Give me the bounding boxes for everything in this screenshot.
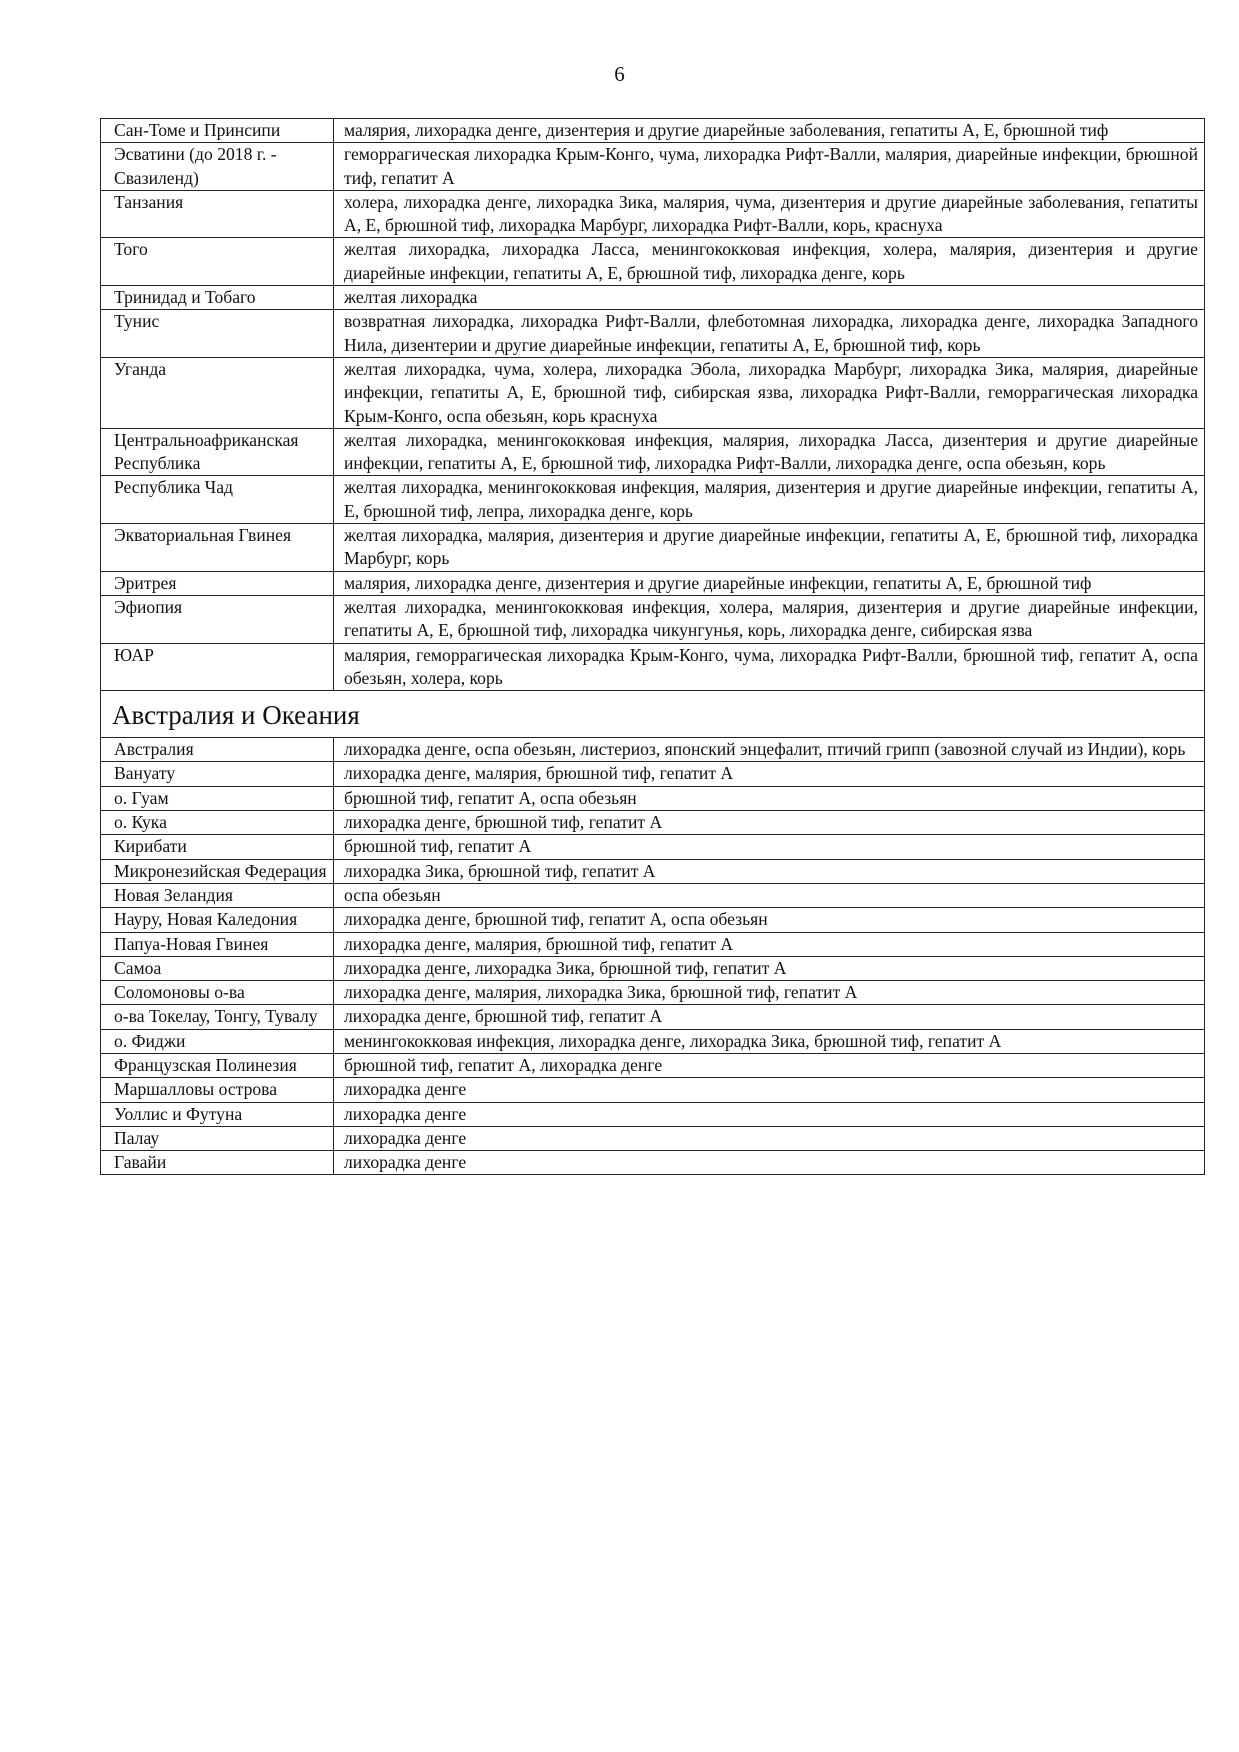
- diseases-cell: малярия, геморрагическая лихорадка Крым-Конго, чума, лихорадка Рифт-Валли, брюшной тиф, гепатит А, оспа обезьян, холера, корь: [334, 643, 1205, 691]
- country-cell: Французская Полинезия: [101, 1053, 334, 1077]
- country-cell: Самоа: [101, 956, 334, 980]
- table-row: [101, 1078, 1205, 1102]
- diseases-cell: менингококковая инфекция, лихорадка денге, лихорадка Зика, брюшной тиф, гепатит А: [334, 1029, 1205, 1053]
- country-cell: Эфиопия: [101, 595, 334, 643]
- table-row: [101, 524, 1205, 572]
- table-row: [101, 956, 1205, 980]
- diseases-cell: желтая лихорадка, малярия, дизентерия и другие диарейные инфекции, гепатиты А, Е, брюшной тиф, лихорадка Марбург, корь: [334, 524, 1205, 572]
- table-row: [101, 1126, 1205, 1150]
- table-row: [101, 643, 1205, 691]
- diseases-cell: лихорадка денге: [334, 1078, 1205, 1102]
- table-row: [101, 357, 1205, 428]
- diseases-cell: желтая лихорадка, лихорадка Ласса, менингококковая инфекция, холера, малярия, дизентерия и другие диарейные инфекции, гепатиты А, Е, брюшной тиф, лихорадка денге, корь: [334, 238, 1205, 286]
- table-row: [101, 143, 1205, 191]
- table-row: [101, 883, 1205, 907]
- country-cell: Австралия: [101, 738, 334, 762]
- page-number: 6: [614, 62, 625, 86]
- country-cell: Центральноафриканская Республика: [101, 428, 334, 476]
- country-cell: Маршалловы острова: [101, 1078, 334, 1102]
- country-cell: Эсватини (до 2018 г. - Свазиленд): [101, 143, 334, 191]
- country-cell: Гавайи: [101, 1151, 334, 1175]
- diseases-cell: желтая лихорадка, менингококковая инфекция, малярия, лихорадка Ласса, дизентерия и другие диарейные инфекции, гепатиты А, Е, брюшной тиф, лихорадка Рифт-Валли, лихорадка денге, оспа обезьян, корь: [334, 428, 1205, 476]
- table-row: [101, 738, 1205, 762]
- diseases-cell: лихорадка денге: [334, 1102, 1205, 1126]
- diseases-cell: лихорадка денге, лихорадка Зика, брюшной тиф, гепатит А: [334, 956, 1205, 980]
- country-cell: Микронезийская Федерация: [101, 859, 334, 883]
- diseases-cell: брюшной тиф, гепатит А, лихорадка денге: [334, 1053, 1205, 1077]
- table-row: [101, 476, 1205, 524]
- country-cell: Тринидад и Тобаго: [101, 286, 334, 310]
- table-row: [101, 786, 1205, 810]
- diseases-cell: желтая лихорадка, чума, холера, лихорадка Эбола, лихорадка Марбург, лихорадка Зика, малярия, диарейные инфекции, гепатиты А, Е, брюшной тиф, сибирская язва, лихорадка Рифт-Валли, геморрагическая лихорадка Крым-Конго, оспа обезьян, корь краснуха: [334, 357, 1205, 428]
- country-cell: Сан-Томе и Принсипи: [101, 119, 334, 143]
- diseases-cell: лихорадка денге, малярия, брюшной тиф, гепатит А: [334, 932, 1205, 956]
- diseases-cell: оспа обезьян: [334, 883, 1205, 907]
- diseases-cell: возвратная лихорадка, лихорадка Рифт-Валли, флеботомная лихорадка, лихорадка денге, лихорадка Западного Нила, дизентерии и другие диарейные инфекции, гепатиты А, Е, брюшной тиф, корь: [334, 310, 1205, 358]
- country-cell: Кирибати: [101, 835, 334, 859]
- table-row: [101, 1102, 1205, 1126]
- table-row: [101, 428, 1205, 476]
- diseases-cell: брюшной тиф, гепатит А: [334, 835, 1205, 859]
- country-cell: Того: [101, 238, 334, 286]
- country-cell: Науру, Новая Каледония: [101, 908, 334, 932]
- table-row: [101, 1029, 1205, 1053]
- table-row: [101, 762, 1205, 786]
- country-cell: Палау: [101, 1126, 334, 1150]
- table-row: [101, 1151, 1205, 1175]
- country-cell: Новая Зеландия: [101, 883, 334, 907]
- diseases-cell: лихорадка денге: [334, 1151, 1205, 1175]
- country-cell: Уоллис и Футуна: [101, 1102, 334, 1126]
- country-cell: Вануату: [101, 762, 334, 786]
- table-row: [101, 932, 1205, 956]
- country-cell: Экваториальная Гвинея: [101, 524, 334, 572]
- diseases-cell: лихорадка денге, малярия, брюшной тиф, гепатит А: [334, 762, 1205, 786]
- diseases-cell: геморрагическая лихорадка Крым-Конго, чума, лихорадка Рифт-Валли, малярия, диарейные инфекции, брюшной тиф, гепатит А: [334, 143, 1205, 191]
- diseases-cell: желтая лихорадка, менингококковая инфекция, холера, малярия, дизентерия и другие диарейные инфекции, гепатиты А, Е, брюшной тиф, лихорадка чикунгунья, корь, лихорадка денге, сибирская язва: [334, 595, 1205, 643]
- country-cell: о-ва Токелау, Тонгу, Тувалу: [101, 1005, 334, 1029]
- country-cell: Уганда: [101, 357, 334, 428]
- table-row: [101, 859, 1205, 883]
- table-row: [101, 310, 1205, 358]
- table-row: [101, 238, 1205, 286]
- section-row: [101, 691, 1205, 738]
- country-cell: о. Кука: [101, 811, 334, 835]
- country-cell: Танзания: [101, 190, 334, 238]
- country-cell: Папуа-Новая Гвинея: [101, 932, 334, 956]
- diseases-cell: лихорадка Зика, брюшной тиф, гепатит А: [334, 859, 1205, 883]
- diseases-cell: малярия, лихорадка денге, дизентерия и другие диарейные инфекции, гепатиты А, Е, брюшной тиф: [334, 571, 1205, 595]
- diseases-cell: малярия, лихорадка денге, дизентерия и другие диарейные заболевания, гепатиты А, Е, брюшной тиф: [334, 119, 1205, 143]
- diseases-cell: брюшной тиф, гепатит А, оспа обезьян: [334, 786, 1205, 810]
- country-cell: Тунис: [101, 310, 334, 358]
- country-cell: Соломоновы о-ва: [101, 981, 334, 1005]
- diseases-cell: холера, лихорадка денге, лихорадка Зика, малярия, чума, дизентерия и другие диарейные заболевания, гепатиты А, Е, брюшной тиф, лихорадка Марбург, лихорадка Рифт-Валли, корь, краснуха: [334, 190, 1205, 238]
- table-row: [101, 1053, 1205, 1077]
- table-row: [101, 1005, 1205, 1029]
- diseases-cell: желтая лихорадка, менингококковая инфекция, малярия, дизентерия и другие диарейные инфекции, гепатиты А, Е, брюшной тиф, лепра, лихорадка денге, корь: [334, 476, 1205, 524]
- country-cell: о. Гуам: [101, 786, 334, 810]
- diseases-cell: лихорадка денге, оспа обезьян, листериоз, японский энцефалит, птичий грипп (завозной случай из Индии), корь: [334, 738, 1205, 762]
- disease-table: [100, 118, 1205, 1175]
- diseases-cell: желтая лихорадка: [334, 286, 1205, 310]
- table-row: [101, 190, 1205, 238]
- table-row: [101, 286, 1205, 310]
- diseases-cell: лихорадка денге, брюшной тиф, гепатит А: [334, 1005, 1205, 1029]
- country-cell: ЮАР: [101, 643, 334, 691]
- diseases-cell: лихорадка денге: [334, 1126, 1205, 1150]
- diseases-cell: лихорадка денге, брюшной тиф, гепатит А: [334, 811, 1205, 835]
- table-row: [101, 119, 1205, 143]
- table-row: [101, 595, 1205, 643]
- diseases-cell: лихорадка денге, малярия, лихорадка Зика, брюшной тиф, гепатит А: [334, 981, 1205, 1005]
- country-cell: Эритрея: [101, 571, 334, 595]
- table-row: [101, 908, 1205, 932]
- table-row: [101, 571, 1205, 595]
- table-row: [101, 835, 1205, 859]
- country-cell: о. Фиджи: [101, 1029, 334, 1053]
- table-row: [101, 811, 1205, 835]
- country-cell: Республика Чад: [101, 476, 334, 524]
- table-row: [101, 981, 1205, 1005]
- section-title: Австралия и Океания: [101, 691, 1205, 738]
- diseases-cell: лихорадка денге, брюшной тиф, гепатит А, оспа обезьян: [334, 908, 1205, 932]
